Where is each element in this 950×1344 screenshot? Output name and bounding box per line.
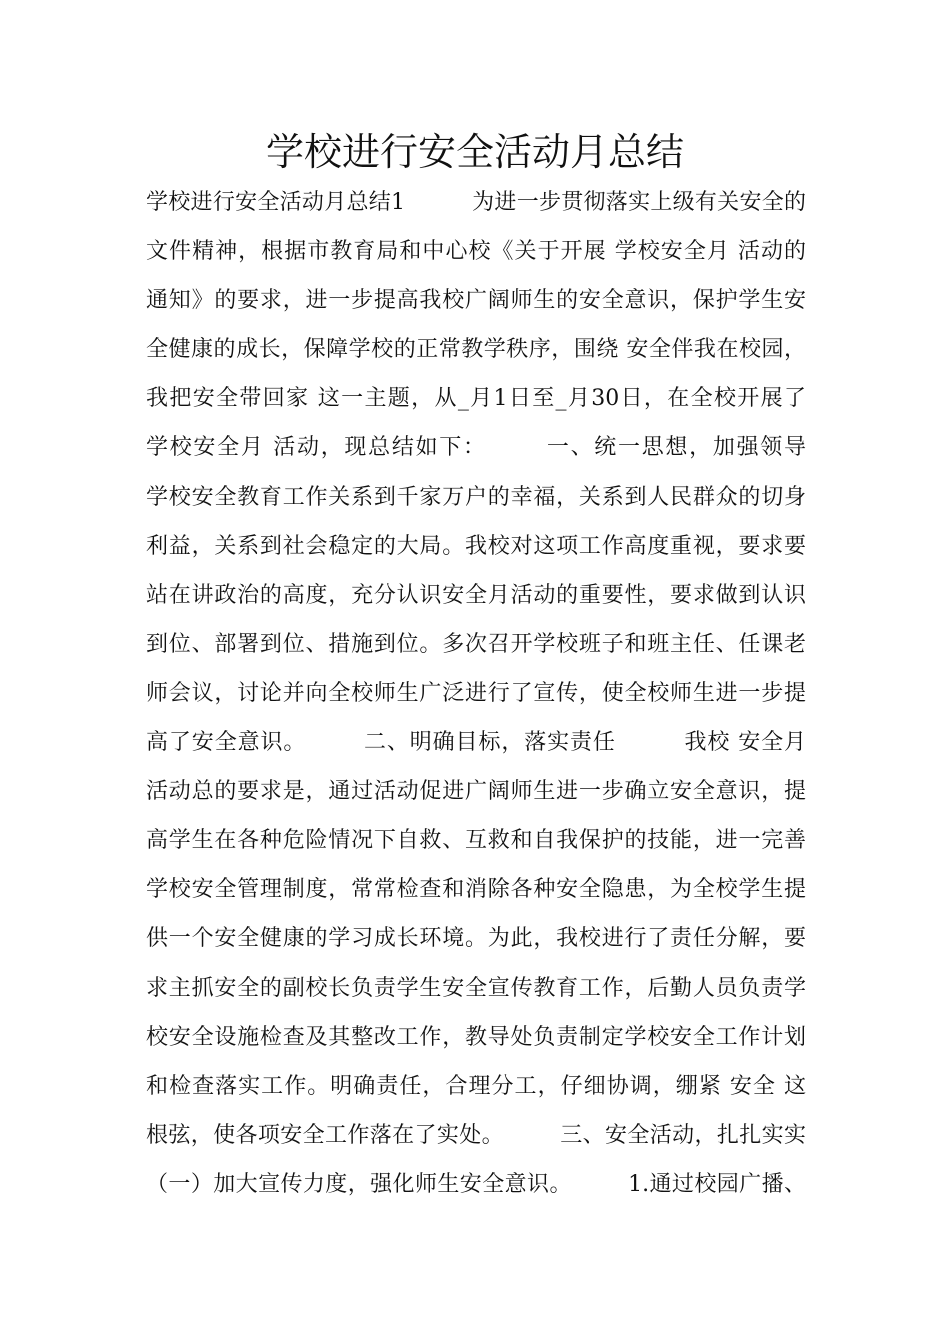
text-line: 到位、部署到位、措施到位。多次召开学校班子和班主任、任课老 (146, 631, 806, 657)
text-line: 高了安全意识。 二、明确目标，落实责任 我校 安全月 (146, 730, 806, 756)
text-line: 我把安全带回家 这一主题，从_月1日至_月30日，在全校开展了 (146, 386, 806, 412)
document-title: 学校进行安全活动月总结 (265, 130, 684, 174)
text-line: 学校安全管理制度，常常检查和消除各种安全隐患，为全校学生提 (146, 877, 806, 903)
text-line: 学校进行安全活动月总结1 为进一步贯彻落实上级有关安全的 (146, 190, 806, 215)
text-line: 和检查落实工作。明确责任，合理分工，仔细协调，绷紧 安全 这 (146, 1073, 806, 1099)
text-line: 师会议，讨论并向全校师生广泛进行了宣传，使全校师生进一步提 (146, 680, 806, 706)
document-body (146, 178, 806, 1209)
text-line: 利益，关系到社会稳定的大局。我校对这项工作高度重视，要求要 (146, 533, 806, 559)
text-line: 全健康的成长，保障学校的正常教学秩序，围绕 安全伴我在校园， (146, 337, 806, 363)
text-line: 供一个安全健康的学习成长环境。为此，我校进行了责任分解，要 (146, 926, 806, 952)
text-line: 学校安全月 活动，现总结如下： 一、统一思想，加强领导 (146, 435, 806, 461)
text-line: 高学生在各种危险情况下自救、互救和自我保护的技能，进一完善 (146, 828, 806, 854)
text-line: 学校安全教育工作关系到千家万户的幸福，关系到人民群众的切身 (146, 484, 806, 510)
text-line: 活动总的要求是，通过活动促进广阔师生进一步确立安全意识，提 (146, 779, 806, 805)
text-line: 通知》的要求，进一步提高我校广阔师生的安全意识，保护学生安 (146, 288, 806, 314)
text-line: 校安全设施检查及其整改工作，教导处负责制定学校安全工作计划 (146, 1024, 806, 1050)
text-line: 站在讲政治的高度，充分认识安全月活动的重要性，要求做到认识 (146, 582, 806, 608)
text-line: 根弦，使各项安全工作落在了实处。 三、安全活动，扎扎实实 (146, 1122, 806, 1148)
text-line: （一）加大宣传力度，强化师生安全意识。 1.通过校园广播、 (146, 1171, 806, 1197)
text-line: 文件精神，根据市教育局和中心校《关于开展 学校安全月 活动的 (146, 239, 806, 265)
text-line: 求主抓安全的副校长负责学生安全宣传教育工作，后勤人员负责学 (146, 975, 806, 1001)
